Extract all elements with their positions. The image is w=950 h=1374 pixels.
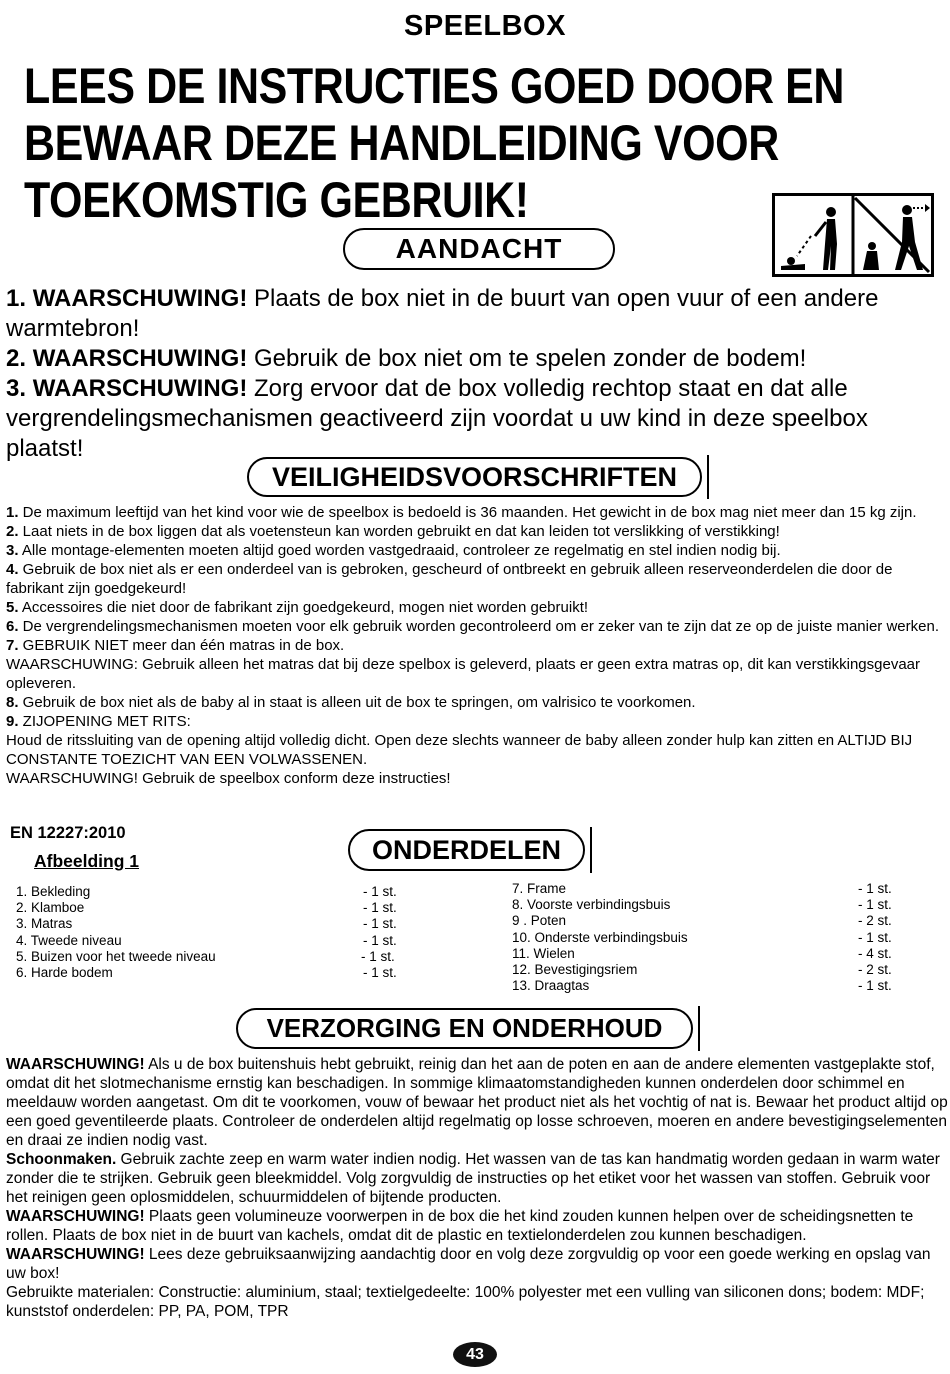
warning-label: WAARSCHUWING! bbox=[32, 375, 248, 402]
page-number: 43 bbox=[453, 1342, 497, 1367]
figure-label: Afbeelding 1 bbox=[34, 851, 140, 871]
care-paragraph: Gebruikte materialen: Constructie: aluminium, staal; textielgedeelte: 100% polyester met een vulling van siliconen dons; bodem: MDF; kunststof onderdelen: PP, PA, POM, TPR bbox=[6, 1284, 925, 1320]
safety-item: 1. De maximum leeftijd van het kind voor wie de speelbox is bedoeld is 36 maanden. Het gewicht in de box mag niet meer dan 15 kg zijn. bbox=[6, 504, 917, 521]
care-instructions bbox=[6, 1055, 950, 1321]
attention-heading: AANDACHT bbox=[343, 228, 615, 270]
safety-item: 5. Accessoires die niet door de fabrikant zijn goedgekeurd, mogen niet worden gebruikt! bbox=[6, 599, 589, 616]
warning-item bbox=[6, 284, 946, 344]
part-row: 5. Buizen voor het tweede niveau - 1 st. bbox=[16, 948, 395, 964]
parts-heading: ONDERDELEN bbox=[348, 829, 585, 871]
part-row: 2. Klamboe - 1 st. bbox=[16, 900, 397, 916]
safety-item: 6. De vergrendelingsmechanismen moeten voor elk gebruik worden gecontroleerd om er zeker van te zijn dat ze op de juiste manier werken. bbox=[6, 618, 939, 635]
main-title-line: LEES DE INSTRUCTIES GOED DOOR EN bbox=[24, 58, 845, 114]
part-row: 8. Voorste verbindingsbuis - 1 st. bbox=[512, 897, 892, 913]
part-row: 12. Bevestigingsriem - 2 st. bbox=[512, 961, 892, 977]
warning-label: WAARSCHUWING! bbox=[32, 345, 248, 372]
safety-item: 3. Alle montage-elementen moeten altijd goed worden vastgedraaid, controleer ze regelmatig en stel indien nodig bij. bbox=[6, 542, 781, 559]
part-row: 4. Tweede niveau - 1 st. bbox=[16, 932, 397, 948]
care-paragraph: WAARSCHUWING! Als u de box buitenshuis hebt gebruikt, reinig dan het aan de poten en aan de andere elementen vastgeplakte stof, omdat dit het slotmechanisme ernstig kan beschadigen. In sommige klimaatomstandigheden kunnen onderdelen door schimmel en meeldauw worden aangetast. Om dit te voorkomen, vouw of bewaar het product niet als het vochtig of nat is. Bewaar het product altijd op een goed geventileerde plaats. Controleer de onderdelen altijd regelmatig op losse schroeven, moeren en andere bevestigingselementen en draai ze indien nodig vast. bbox=[6, 1056, 948, 1149]
part-row: 9 . Poten - 2 st. bbox=[512, 913, 892, 929]
care-paragraph: Schoonmaken. Gebruik zachte zeep en warm water indien nodig. Het wassen van de tas kan handmatig worden gedaan in warm water zonder die te strijken. Gebruik geen bleekmiddel. Volg zorgvuldig de instructies op het etiket voor het wassen van stoffen. Gebruik voor het reinigen geen oplosmiddelen, schuurmiddelen of bijtende producten. bbox=[6, 1151, 940, 1206]
care-paragraph: WAARSCHUWING! Plaats geen volumineuze voorwerpen in de box die het kind zouden kunnen helpen over de scheidingsnetten te rollen. Plaats de box niet in de buurt van kachels, omdat dit de plastic en textielonderdelen zou kunnen beschadigen. bbox=[6, 1208, 914, 1244]
main-title-line: BEWAAR DEZE HANDLEIDING VOOR bbox=[24, 115, 779, 171]
safety-item: 2. Laat niets in de box liggen dat als voetensteun kan worden gebruikt en dat kan leiden tot verslikking of verstikking! bbox=[6, 523, 780, 540]
part-row: 1. Bekleding - 1 st. bbox=[16, 884, 397, 899]
parts-list-right bbox=[512, 881, 912, 994]
warning-text: Zorg ervoor dat de box volledig rechtop staat en dat alle vergrendelingsmechanismen geactiveerd zijn voordat u uw kind in deze speelbox plaatst! bbox=[6, 375, 868, 462]
warning-item bbox=[6, 374, 946, 464]
part-row: 7. Frame - 1 st. bbox=[512, 881, 892, 896]
part-row: 13. Draagtas - 1 st. bbox=[512, 978, 892, 994]
warning-number: 2. bbox=[6, 345, 27, 372]
warning-pictogram-icon bbox=[772, 193, 934, 277]
safety-item: Houd de ritssluiting van de opening altijd volledig dicht. Open deze slechts wanneer de baby alleen zonder hulp kan zitten en ALTIJD BIJ CONSTANTE TOEZICHT VAN EEN VOLWASSENEN. bbox=[6, 732, 913, 768]
safety-item: WAARSCHUWING: Gebruik alleen het matras dat bij deze spelbox is geleverd, plaats er geen extra matras op, dit kan verstikkingsgevaar opleveren. bbox=[6, 656, 921, 692]
attention-warnings bbox=[6, 284, 946, 464]
safety-item: 9. ZIJOPENING MET RITS: bbox=[6, 713, 191, 730]
warning-label: WAARSCHUWING! bbox=[32, 285, 248, 312]
care-paragraph: WAARSCHUWING! Lees deze gebruiksaanwijzing aandachtig door en volg deze zorgvuldig op voor een goede werking en opslag van uw box! bbox=[6, 1246, 931, 1282]
parts-list-left bbox=[16, 884, 416, 981]
part-row: 3. Matras - 1 st. bbox=[16, 916, 397, 932]
warning-item bbox=[6, 344, 946, 374]
warning-number: 3. bbox=[6, 375, 27, 402]
safety-item: WAARSCHUWING! Gebruik de speelbox conform deze instructies! bbox=[6, 770, 451, 787]
safety-item: 4. Gebruik de box niet als er een onderdeel van is gebroken, gescheurd of ontbreekt en gebruik alleen reserveonderdelen die door de fabrikant zijn goedgekeurd! bbox=[6, 561, 893, 597]
warning-number: 1. bbox=[6, 285, 27, 312]
part-row: 6. Harde bodem - 1 st. bbox=[16, 964, 397, 980]
product-title: SPEELBOX bbox=[404, 10, 566, 42]
main-title-line: TOEKOMSTIG GEBRUIK! bbox=[24, 172, 529, 228]
main-title bbox=[24, 58, 845, 229]
safety-rules bbox=[6, 503, 950, 788]
warning-text: Gebruik de box niet om te spelen zonder de bodem! bbox=[247, 345, 807, 372]
care-heading: VERZORGING EN ONDERHOUD bbox=[236, 1008, 693, 1049]
warning-text: Plaats de box niet in de buurt van open vuur of een andere warmtebron! bbox=[6, 285, 879, 342]
safety-item: 7. GEBRUIK NIET meer dan één matras in de box. bbox=[6, 637, 345, 654]
standard-code: EN 12227:2010 bbox=[10, 824, 126, 842]
safety-heading: VEILIGHEIDSVOORSCHRIFTEN bbox=[247, 457, 702, 497]
part-row: 11. Wielen - 4 st. bbox=[512, 945, 892, 961]
safety-item: 8. Gebruik de box niet als de baby al in staat is alleen uit de box te springen, om valrisico te voorkomen. bbox=[6, 694, 696, 711]
part-row: 10. Onderste verbindingsbuis - 1 st. bbox=[512, 929, 892, 945]
